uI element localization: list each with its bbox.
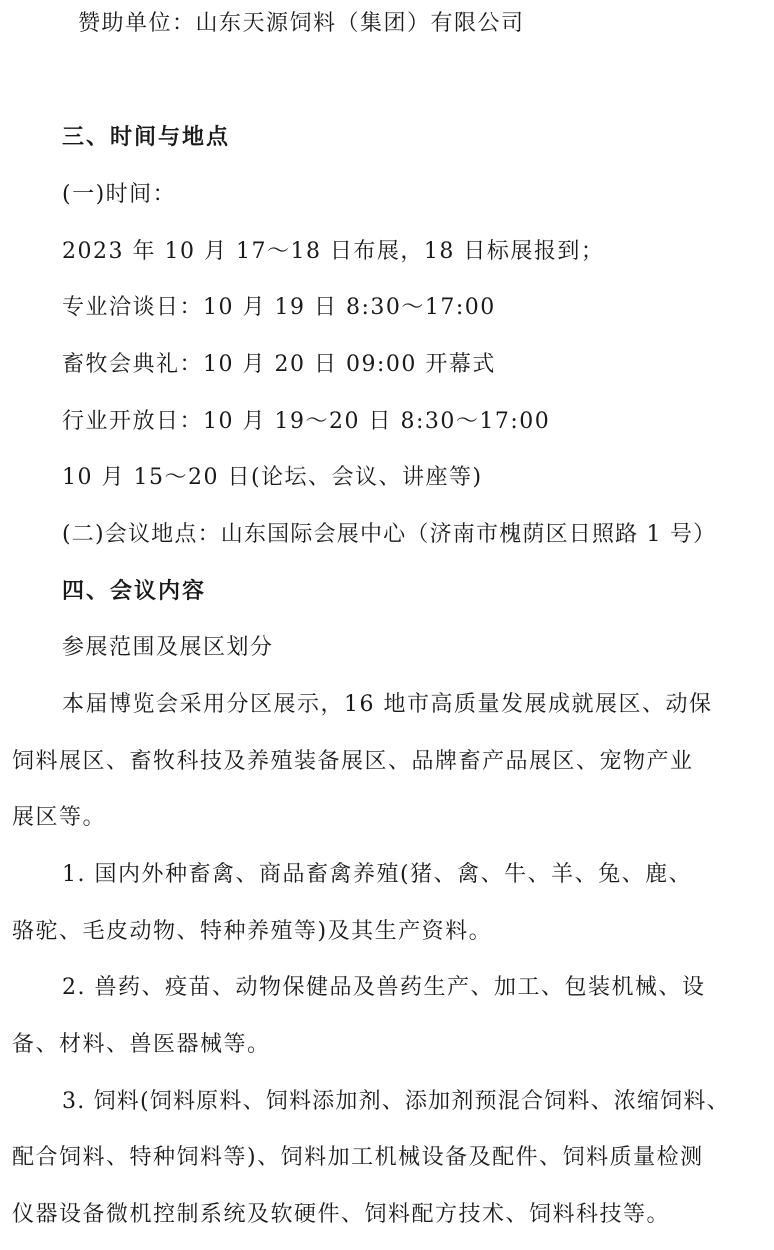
time-label: (一)时间：: [62, 182, 177, 207]
schedule-line-trade-day: 专业洽谈日：10 月 19 日 8:30～17:00: [62, 295, 496, 320]
schedule-line-forum: 10 月 15～20 日(论坛、会议、讲座等): [62, 465, 483, 490]
schedule-line-ceremony: 畜牧会典礼：10 月 20 日 09:00 开幕式: [62, 352, 496, 377]
item-3-line-3: 仪器设备微机控制系统及软硬件、饲料配方技术、饲料科技等。: [12, 1202, 671, 1227]
section-4-subheading: 参展范围及展区划分: [62, 635, 274, 660]
item-1-line-2: 骆驼、毛皮动物、特种养殖等)及其生产资料。: [12, 919, 493, 944]
item-2-line-2: 备、材料、兽医器械等。: [12, 1032, 271, 1057]
item-3-line-2: 配合饲料、特种饲料等)、饲料加工机械设备及配件、饲料质量检测: [12, 1145, 704, 1170]
section-4-heading: 四、会议内容: [62, 579, 207, 604]
section-3-heading: 三、时间与地点: [62, 125, 231, 150]
schedule-line-open-day: 行业开放日：10 月 19～20 日 8:30～17:00: [62, 409, 551, 434]
sponsor-line: 赞助单位：山东天源饲料（集团）有限公司: [78, 11, 525, 36]
schedule-line-setup: 2023 年 10 月 17～18 日布展，18 日标展报到；: [62, 239, 605, 264]
intro-line-1: 本届博览会采用分区展示，16 地市高质量发展成就展区、动保: [62, 692, 713, 717]
item-2-line-1: 2. 兽药、疫苗、动物保健品及兽药生产、加工、包装机械、设: [62, 975, 706, 1000]
intro-line-3: 展区等。: [12, 805, 107, 830]
item-3-line-1: 3. 饲料(饲料原料、饲料添加剂、添加剂预混合饲料、浓缩饲料、: [62, 1089, 730, 1114]
intro-line-2: 饲料展区、畜牧科技及养殖装备展区、品牌畜产品展区、宠物产业: [12, 749, 694, 774]
item-1-line-1: 1. 国内外种畜禽、商品畜禽养殖(猪、禽、牛、羊、兔、鹿、: [62, 862, 693, 887]
venue-line: (二)会议地点：山东国际会展中心（济南市槐荫区日照路 1 号）: [62, 522, 717, 547]
